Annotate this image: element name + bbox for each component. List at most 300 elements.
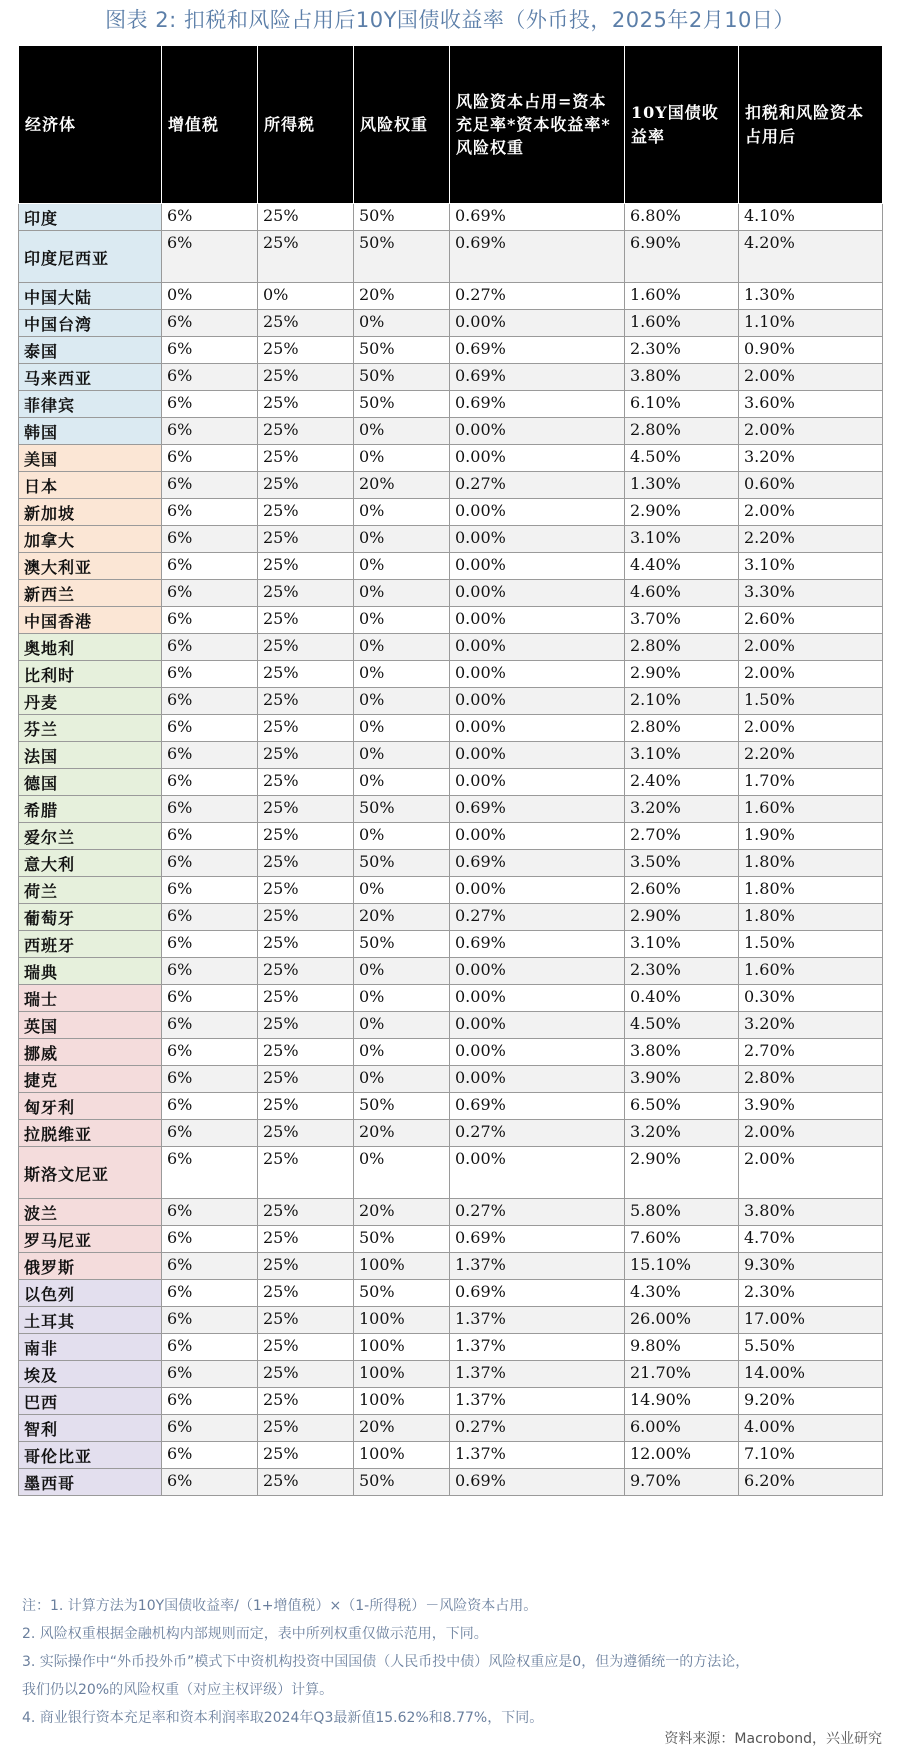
income-tax-cell: 25% [258,688,354,715]
vat-cell: 6% [162,1334,258,1361]
economy-name-cell: 哥伦比亚 [19,1442,162,1469]
footnote: 4. 商业银行资本充足率和资本利润率取2024年Q3最新值15.62%和8.77%，下同。 [22,1710,544,1726]
net-yield-cell: 7.10% [739,1442,883,1469]
vat-cell: 6% [162,445,258,472]
yield-10y-cell: 6.00% [625,1415,739,1442]
economy-name-cell: 中国大陆 [19,283,162,310]
vat-cell: 6% [162,1039,258,1066]
risk-weight-cell: 0% [354,526,450,553]
net-yield-cell: 4.10% [739,204,883,231]
net-yield-cell: 3.10% [739,553,883,580]
income-tax-cell: 25% [258,931,354,958]
yield-10y-cell: 3.10% [625,931,739,958]
economy-name-cell: 加拿大 [19,526,162,553]
vat-cell: 6% [162,904,258,931]
economy-name-cell: 荷兰 [19,877,162,904]
table-row [19,231,883,283]
risk-capital-cell: 0.00% [450,634,625,661]
net-yield-cell: 1.70% [739,769,883,796]
net-yield-cell: 1.80% [739,850,883,877]
income-tax-cell: 25% [258,391,354,418]
income-tax-cell: 25% [258,1066,354,1093]
economy-name-cell: 印度尼西亚 [19,231,162,283]
table-row [19,1361,883,1388]
vat-cell: 6% [162,418,258,445]
table-row [19,310,883,337]
risk-capital-cell: 0.00% [450,418,625,445]
vat-cell: 6% [162,553,258,580]
table-row [19,985,883,1012]
footnote: 我们仍以20%的风险权重（对应主权评级）计算。 [22,1682,334,1698]
vat-cell: 6% [162,1066,258,1093]
risk-weight-cell: 0% [354,580,450,607]
economy-name-cell: 韩国 [19,418,162,445]
net-yield-cell: 2.80% [739,1066,883,1093]
risk-weight-cell: 0% [354,769,450,796]
income-tax-cell: 25% [258,231,354,283]
risk-weight-cell: 100% [354,1388,450,1415]
economy-name-cell: 意大利 [19,850,162,877]
economy-name-cell: 罗马尼亚 [19,1226,162,1253]
economy-name-cell: 新西兰 [19,580,162,607]
risk-capital-cell: 0.00% [450,526,625,553]
income-tax-cell: 25% [258,661,354,688]
yield-10y-cell: 2.30% [625,337,739,364]
yield-10y-cell: 3.70% [625,607,739,634]
yield-10y-cell: 3.10% [625,742,739,769]
vat-cell: 6% [162,526,258,553]
income-tax-cell: 25% [258,364,354,391]
economy-name-cell: 智利 [19,1415,162,1442]
net-yield-cell: 3.30% [739,580,883,607]
vat-cell: 6% [162,310,258,337]
risk-capital-cell: 0.00% [450,1039,625,1066]
yield-10y-cell: 2.40% [625,769,739,796]
table-row [19,1334,883,1361]
risk-weight-cell: 50% [354,231,450,283]
yield-10y-cell: 6.80% [625,204,739,231]
economy-name-cell: 捷克 [19,1066,162,1093]
table-row [19,283,883,310]
yield-10y-cell: 15.10% [625,1253,739,1280]
yield-10y-cell: 2.80% [625,634,739,661]
economy-name-cell: 波兰 [19,1199,162,1226]
yield-10y-cell: 4.50% [625,445,739,472]
vat-cell: 6% [162,204,258,231]
table-row [19,553,883,580]
net-yield-cell: 2.30% [739,1280,883,1307]
economy-name-cell: 瑞士 [19,985,162,1012]
economy-name-cell: 墨西哥 [19,1469,162,1496]
income-tax-cell: 25% [258,1307,354,1334]
income-tax-cell: 25% [258,580,354,607]
risk-weight-cell: 0% [354,553,450,580]
yield-10y-cell: 26.00% [625,1307,739,1334]
yield-10y-cell: 9.80% [625,1334,739,1361]
economy-name-cell: 日本 [19,472,162,499]
risk-capital-cell: 0.27% [450,472,625,499]
net-yield-cell: 1.50% [739,931,883,958]
risk-weight-cell: 100% [354,1307,450,1334]
vat-cell: 6% [162,1388,258,1415]
yield-10y-cell: 1.60% [625,283,739,310]
yield-10y-cell: 6.50% [625,1093,739,1120]
risk-capital-cell: 0.69% [450,1093,625,1120]
yield-10y-cell: 21.70% [625,1361,739,1388]
yield-10y-cell: 3.10% [625,526,739,553]
income-tax-cell: 25% [258,904,354,931]
economy-name-cell: 土耳其 [19,1307,162,1334]
net-yield-cell: 2.00% [739,661,883,688]
table-row [19,1469,883,1496]
vat-cell: 6% [162,823,258,850]
economy-name-cell: 匈牙利 [19,1093,162,1120]
table-row [19,634,883,661]
net-yield-cell: 3.90% [739,1093,883,1120]
yield-10y-cell: 1.30% [625,472,739,499]
economy-name-cell: 奥地利 [19,634,162,661]
vat-cell: 0% [162,283,258,310]
income-tax-cell: 25% [258,1280,354,1307]
net-yield-cell: 2.00% [739,634,883,661]
yield-10y-cell: 3.20% [625,796,739,823]
net-yield-cell: 4.70% [739,1226,883,1253]
vat-cell: 6% [162,391,258,418]
vat-cell: 6% [162,1120,258,1147]
net-yield-cell: 1.80% [739,904,883,931]
risk-weight-cell: 0% [354,1147,450,1199]
table-row [19,850,883,877]
net-yield-cell: 2.00% [739,1147,883,1199]
table-row [19,823,883,850]
yield-10y-cell: 2.90% [625,499,739,526]
yield-10y-cell: 3.50% [625,850,739,877]
risk-weight-cell: 100% [354,1442,450,1469]
income-tax-cell: 25% [258,607,354,634]
risk-weight-cell: 50% [354,1469,450,1496]
net-yield-cell: 9.20% [739,1388,883,1415]
table-row [19,1199,883,1226]
risk-capital-cell: 0.00% [450,985,625,1012]
risk-weight-cell: 0% [354,445,450,472]
table-row [19,445,883,472]
income-tax-cell: 25% [258,526,354,553]
economy-name-cell: 拉脱维亚 [19,1120,162,1147]
risk-capital-cell: 0.00% [450,769,625,796]
table-row [19,742,883,769]
yield-10y-cell: 2.30% [625,958,739,985]
footnote: 注：1. 计算方法为10Y国债收益率/（1+增值税）×（1-所得税）－风险资本占用。 [22,1598,538,1614]
economy-name-cell: 中国香港 [19,607,162,634]
risk-weight-cell: 50% [354,1093,450,1120]
risk-capital-cell: 0.00% [450,877,625,904]
net-yield-cell: 2.00% [739,499,883,526]
header-economy: 经济体 [19,46,162,204]
income-tax-cell: 25% [258,1469,354,1496]
income-tax-cell: 25% [258,204,354,231]
risk-weight-cell: 0% [354,958,450,985]
income-tax-cell: 25% [258,850,354,877]
economy-name-cell: 新加坡 [19,499,162,526]
table-row [19,607,883,634]
economy-name-cell: 菲律宾 [19,391,162,418]
table-row [19,796,883,823]
table-row [19,472,883,499]
risk-capital-cell: 0.00% [450,445,625,472]
yield-10y-cell: 2.90% [625,661,739,688]
header-10y-yield: 10Y国债收益率 [625,46,739,204]
income-tax-cell: 25% [258,985,354,1012]
vat-cell: 6% [162,769,258,796]
risk-weight-cell: 20% [354,472,450,499]
net-yield-cell: 2.00% [739,1120,883,1147]
economy-name-cell: 斯洛文尼亚 [19,1147,162,1199]
risk-weight-cell: 50% [354,337,450,364]
table-row [19,1066,883,1093]
vat-cell: 6% [162,985,258,1012]
table-row [19,499,883,526]
net-yield-cell: 1.50% [739,688,883,715]
income-tax-cell: 25% [258,1039,354,1066]
risk-weight-cell: 0% [354,1039,450,1066]
footnotes [22,1592,882,1732]
vat-cell: 6% [162,796,258,823]
economy-name-cell: 希腊 [19,796,162,823]
economy-name-cell: 葡萄牙 [19,904,162,931]
risk-capital-cell: 1.37% [450,1442,625,1469]
table-row [19,1280,883,1307]
header-risk-capital: 风险资本占用=资本充足率*资本收益率*风险权重 [450,46,625,204]
yield-10y-cell: 6.10% [625,391,739,418]
risk-weight-cell: 50% [354,204,450,231]
table-row [19,1012,883,1039]
risk-capital-cell: 0.69% [450,796,625,823]
risk-weight-cell: 0% [354,1066,450,1093]
vat-cell: 6% [162,231,258,283]
economy-name-cell: 西班牙 [19,931,162,958]
income-tax-cell: 25% [258,1012,354,1039]
economy-name-cell: 泰国 [19,337,162,364]
net-yield-cell: 1.10% [739,310,883,337]
header-vat: 增值税 [162,46,258,204]
table-row [19,931,883,958]
economy-name-cell: 印度 [19,204,162,231]
net-yield-cell: 2.00% [739,715,883,742]
net-yield-cell: 1.90% [739,823,883,850]
vat-cell: 6% [162,580,258,607]
economy-name-cell: 丹麦 [19,688,162,715]
economy-name-cell: 巴西 [19,1388,162,1415]
income-tax-cell: 25% [258,715,354,742]
vat-cell: 6% [162,1147,258,1199]
table-row [19,391,883,418]
risk-weight-cell: 20% [354,904,450,931]
economy-name-cell: 比利时 [19,661,162,688]
economy-name-cell: 德国 [19,769,162,796]
table-row [19,1307,883,1334]
risk-weight-cell: 50% [354,796,450,823]
yield-10y-cell: 2.80% [625,715,739,742]
economy-name-cell: 南非 [19,1334,162,1361]
yield-10y-cell: 7.60% [625,1226,739,1253]
income-tax-cell: 25% [258,445,354,472]
vat-cell: 6% [162,931,258,958]
risk-capital-cell: 0.00% [450,1012,625,1039]
vat-cell: 6% [162,877,258,904]
vat-cell: 6% [162,1361,258,1388]
risk-weight-cell: 50% [354,931,450,958]
risk-weight-cell: 0% [354,661,450,688]
net-yield-cell: 0.90% [739,337,883,364]
income-tax-cell: 25% [258,1361,354,1388]
yield-10y-cell: 2.60% [625,877,739,904]
risk-weight-cell: 0% [354,607,450,634]
yield-10y-cell: 4.50% [625,1012,739,1039]
yield-10y-cell: 2.70% [625,823,739,850]
risk-weight-cell: 20% [354,1199,450,1226]
risk-capital-cell: 0.00% [450,580,625,607]
yield-10y-cell: 9.70% [625,1469,739,1496]
yield-10y-cell: 5.80% [625,1199,739,1226]
income-tax-cell: 25% [258,769,354,796]
income-tax-cell: 25% [258,499,354,526]
vat-cell: 6% [162,958,258,985]
risk-capital-cell: 0.69% [450,1226,625,1253]
net-yield-cell: 5.50% [739,1334,883,1361]
yield-10y-cell: 2.90% [625,904,739,931]
risk-weight-cell: 20% [354,1120,450,1147]
table-row [19,1093,883,1120]
risk-weight-cell: 0% [354,985,450,1012]
risk-weight-cell: 0% [354,1012,450,1039]
table-row [19,688,883,715]
risk-capital-cell: 0.69% [450,1469,625,1496]
economy-name-cell: 埃及 [19,1361,162,1388]
risk-weight-cell: 50% [354,1280,450,1307]
table-row [19,204,883,231]
table-body [19,204,883,1496]
risk-capital-cell: 1.37% [450,1388,625,1415]
vat-cell: 6% [162,1307,258,1334]
vat-cell: 6% [162,1442,258,1469]
economy-name-cell: 俄罗斯 [19,1253,162,1280]
risk-weight-cell: 0% [354,418,450,445]
header-risk-weight: 风险权重 [354,46,450,204]
risk-capital-cell: 0.69% [450,1280,625,1307]
risk-weight-cell: 50% [354,850,450,877]
table-row [19,1442,883,1469]
table-row [19,526,883,553]
risk-weight-cell: 0% [354,499,450,526]
vat-cell: 6% [162,715,258,742]
income-tax-cell: 25% [258,1199,354,1226]
income-tax-cell: 25% [258,337,354,364]
table-row [19,580,883,607]
table-row [19,877,883,904]
risk-capital-cell: 0.00% [450,661,625,688]
risk-capital-cell: 0.69% [450,931,625,958]
risk-weight-cell: 50% [354,364,450,391]
economy-name-cell: 爱尔兰 [19,823,162,850]
risk-weight-cell: 0% [354,877,450,904]
risk-capital-cell: 0.00% [450,310,625,337]
income-tax-cell: 25% [258,418,354,445]
yield-10y-cell: 3.20% [625,1120,739,1147]
risk-capital-cell: 0.27% [450,1415,625,1442]
economy-name-cell: 马来西亚 [19,364,162,391]
net-yield-cell: 3.80% [739,1199,883,1226]
net-yield-cell: 2.20% [739,526,883,553]
income-tax-cell: 25% [258,1226,354,1253]
net-yield-cell: 1.60% [739,796,883,823]
income-tax-cell: 25% [258,1442,354,1469]
vat-cell: 6% [162,607,258,634]
net-yield-cell: 3.60% [739,391,883,418]
table-row [19,904,883,931]
header-row [19,46,883,204]
vat-cell: 6% [162,499,258,526]
risk-capital-cell: 1.37% [450,1334,625,1361]
table-row [19,337,883,364]
risk-weight-cell: 0% [354,742,450,769]
net-yield-cell: 0.60% [739,472,883,499]
risk-capital-cell: 1.37% [450,1361,625,1388]
table-row [19,661,883,688]
risk-weight-cell: 50% [354,391,450,418]
economy-name-cell: 澳大利亚 [19,553,162,580]
income-tax-cell: 25% [258,1415,354,1442]
vat-cell: 6% [162,1415,258,1442]
economy-name-cell: 美国 [19,445,162,472]
yield-10y-cell: 3.80% [625,1039,739,1066]
risk-capital-cell: 0.69% [450,391,625,418]
footnote: 3. 实际操作中“外币投外币”模式下中资机构投资中国国债（人民币投中债）风险权重应是0，但为遵循统一的方法论， [22,1654,750,1670]
risk-weight-cell: 0% [354,715,450,742]
income-tax-cell: 25% [258,742,354,769]
income-tax-cell: 25% [258,1120,354,1147]
table-row [19,1415,883,1442]
yield-10y-cell: 2.90% [625,1147,739,1199]
economy-name-cell: 瑞典 [19,958,162,985]
income-tax-cell: 25% [258,877,354,904]
vat-cell: 6% [162,661,258,688]
vat-cell: 6% [162,337,258,364]
income-tax-cell: 25% [258,1253,354,1280]
vat-cell: 6% [162,472,258,499]
table-row [19,1039,883,1066]
vat-cell: 6% [162,742,258,769]
risk-capital-cell: 0.27% [450,283,625,310]
risk-capital-cell: 0.27% [450,1120,625,1147]
net-yield-cell: 6.20% [739,1469,883,1496]
income-tax-cell: 25% [258,1093,354,1120]
header-income-tax: 所得税 [258,46,354,204]
yield-10y-cell: 4.30% [625,1280,739,1307]
income-tax-cell: 25% [258,1334,354,1361]
risk-weight-cell: 100% [354,1334,450,1361]
income-tax-cell: 25% [258,796,354,823]
risk-capital-cell: 0.69% [450,364,625,391]
economy-name-cell: 法国 [19,742,162,769]
net-yield-cell: 3.20% [739,1012,883,1039]
net-yield-cell: 2.00% [739,418,883,445]
vat-cell: 6% [162,688,258,715]
table-row [19,1253,883,1280]
risk-capital-cell: 0.00% [450,958,625,985]
economy-name-cell: 芬兰 [19,715,162,742]
vat-cell: 6% [162,364,258,391]
net-yield-cell: 1.80% [739,877,883,904]
